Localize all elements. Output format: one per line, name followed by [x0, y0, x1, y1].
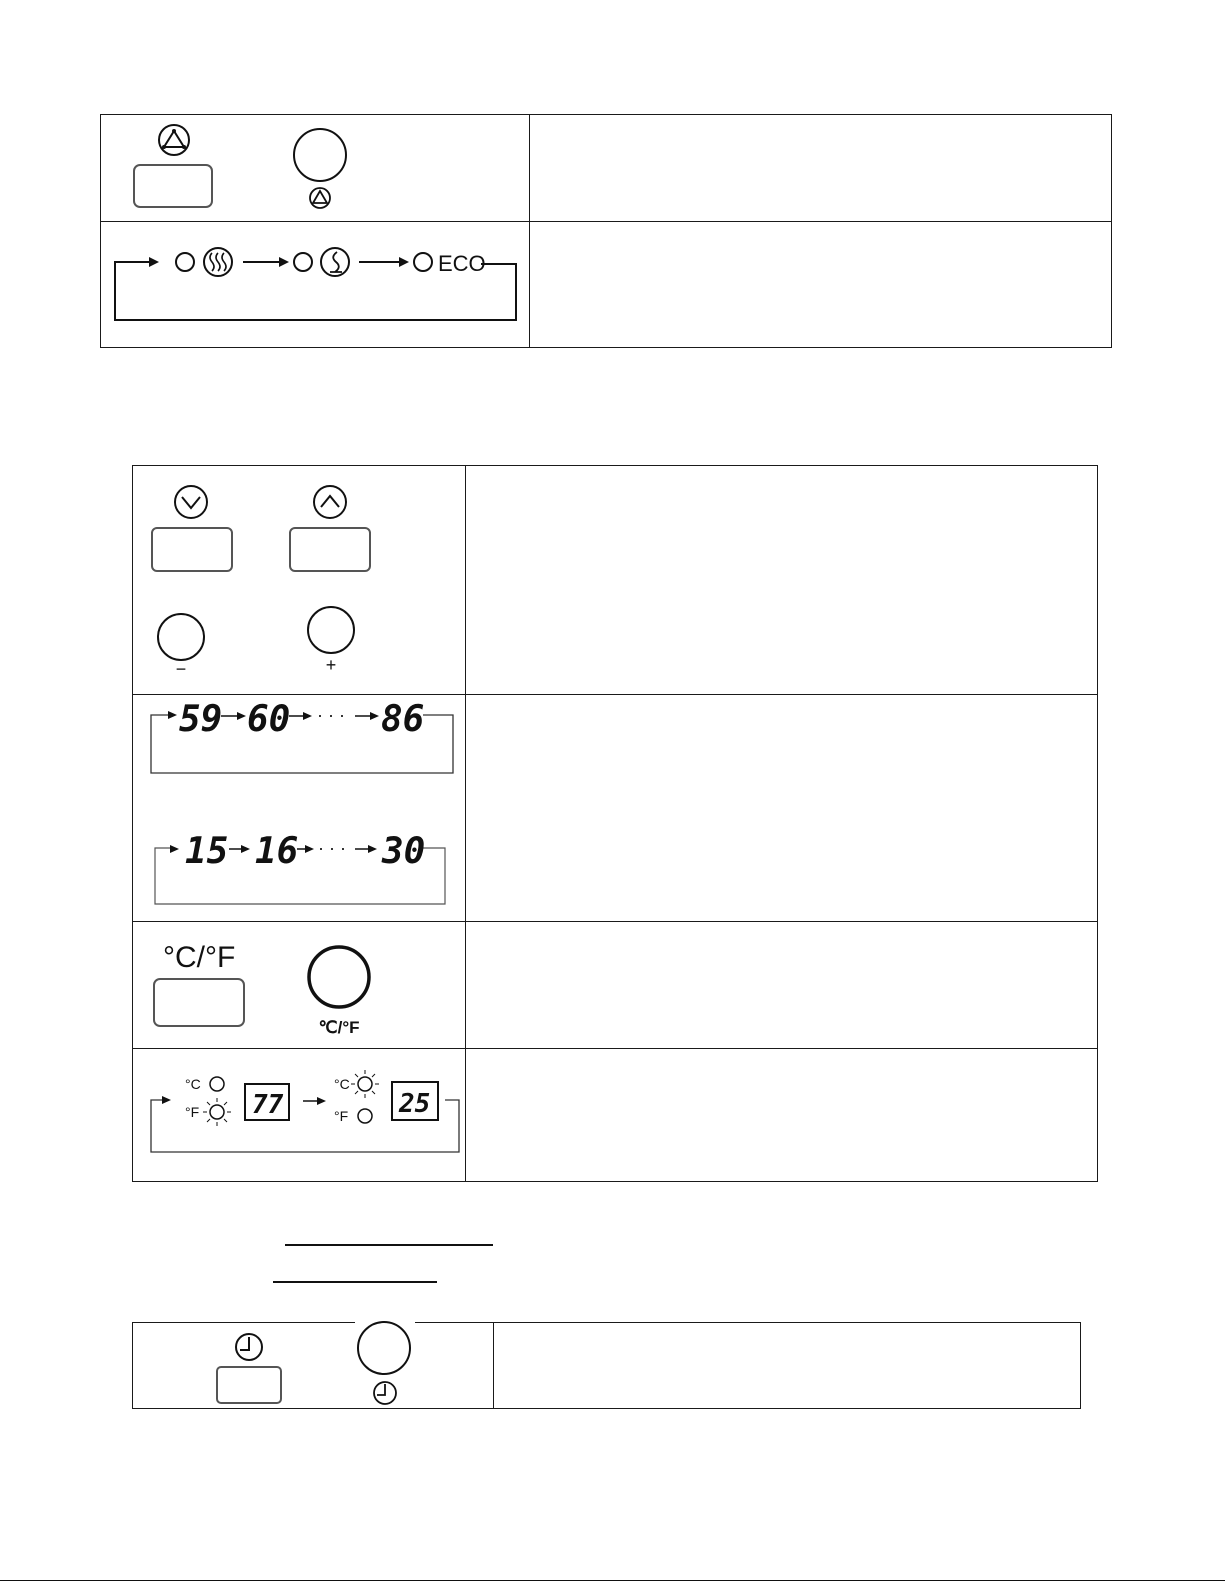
- unit-toggle-knob[interactable]: [309, 947, 369, 1007]
- celsius-end: 30: [382, 831, 426, 872]
- plus-label: +: [325, 655, 337, 675]
- unit-button-label: °C/°F: [163, 941, 236, 974]
- mode-cycle-row: [101, 222, 1111, 347]
- timer-table: [132, 1322, 1081, 1409]
- mode-controls-figure: [101, 115, 531, 220]
- chevron-down-icon: [175, 486, 207, 518]
- unit-display-row: [133, 1049, 1097, 1181]
- temperature-controls-figure: [133, 466, 468, 691]
- celsius-led: [210, 1077, 224, 1091]
- mode-indicator-led: [294, 253, 312, 271]
- unit-toggle-row: [133, 922, 1097, 1049]
- display-fahrenheit-value: 77: [252, 1090, 284, 1120]
- single-wave-icon: [321, 248, 349, 276]
- timer-controls-figure: [133, 1323, 498, 1408]
- mode-knob[interactable]: [294, 129, 346, 181]
- minus-label: −: [175, 659, 187, 679]
- mode-button-row: [101, 115, 1111, 222]
- temperature-range-row: [133, 695, 1097, 922]
- fahrenheit-led-lit: [203, 1098, 231, 1126]
- eco-label: ECO: [438, 251, 486, 276]
- temp-minus-knob[interactable]: [158, 614, 204, 660]
- timer-knob[interactable]: [358, 1322, 410, 1374]
- mode-button[interactable]: [134, 165, 212, 207]
- temperature-range-diagram: [133, 695, 468, 920]
- fahrenheit-ellipsis: · · ·: [317, 705, 345, 725]
- mode-indicator-led: [176, 253, 194, 271]
- fahrenheit-next: 60: [247, 699, 291, 740]
- unit-display-diagram: [133, 1049, 468, 1179]
- celsius-label: °C: [185, 1076, 201, 1092]
- heat-waves-icon: [204, 248, 232, 276]
- mode-indicator-led: [414, 253, 432, 271]
- display-celsius-value: 25: [399, 1089, 431, 1119]
- temperature-buttons-row: [133, 466, 1097, 695]
- celsius-next: 16: [255, 831, 299, 872]
- mode-triangle-icon: [310, 188, 330, 208]
- celsius-led-lit: [351, 1070, 379, 1098]
- temp-down-button[interactable]: [152, 528, 232, 571]
- subsection-heading-underline: [273, 1281, 437, 1283]
- temperature-table: [132, 465, 1098, 1182]
- fahrenheit-end: 86: [381, 699, 425, 740]
- fahrenheit-led: [358, 1109, 372, 1123]
- unit-knob-label: ℃/°F: [318, 1018, 360, 1037]
- celsius-start: 15: [185, 831, 229, 872]
- chevron-up-icon: [314, 486, 346, 518]
- temp-plus-knob[interactable]: [308, 607, 354, 653]
- clock-icon: [236, 1334, 262, 1360]
- timer-button[interactable]: [217, 1367, 281, 1403]
- mode-triangle-icon: [159, 125, 189, 155]
- section-heading-underline: [285, 1244, 493, 1246]
- fahrenheit-label: °F: [334, 1108, 349, 1124]
- clock-icon: [374, 1382, 396, 1404]
- timer-button-row: [133, 1323, 1080, 1408]
- page-bottom-rule: [0, 1580, 1225, 1581]
- fahrenheit-label: °F: [185, 1104, 200, 1120]
- celsius-label: °C: [334, 1076, 350, 1092]
- unit-toggle-figure: [133, 922, 468, 1047]
- mode-table: [100, 114, 1112, 348]
- mode-cycle-diagram: [101, 222, 531, 342]
- fahrenheit-start: 59: [179, 699, 223, 740]
- celsius-ellipsis: · · ·: [318, 838, 346, 858]
- unit-toggle-button[interactable]: [154, 979, 244, 1026]
- temp-up-button[interactable]: [290, 528, 370, 571]
